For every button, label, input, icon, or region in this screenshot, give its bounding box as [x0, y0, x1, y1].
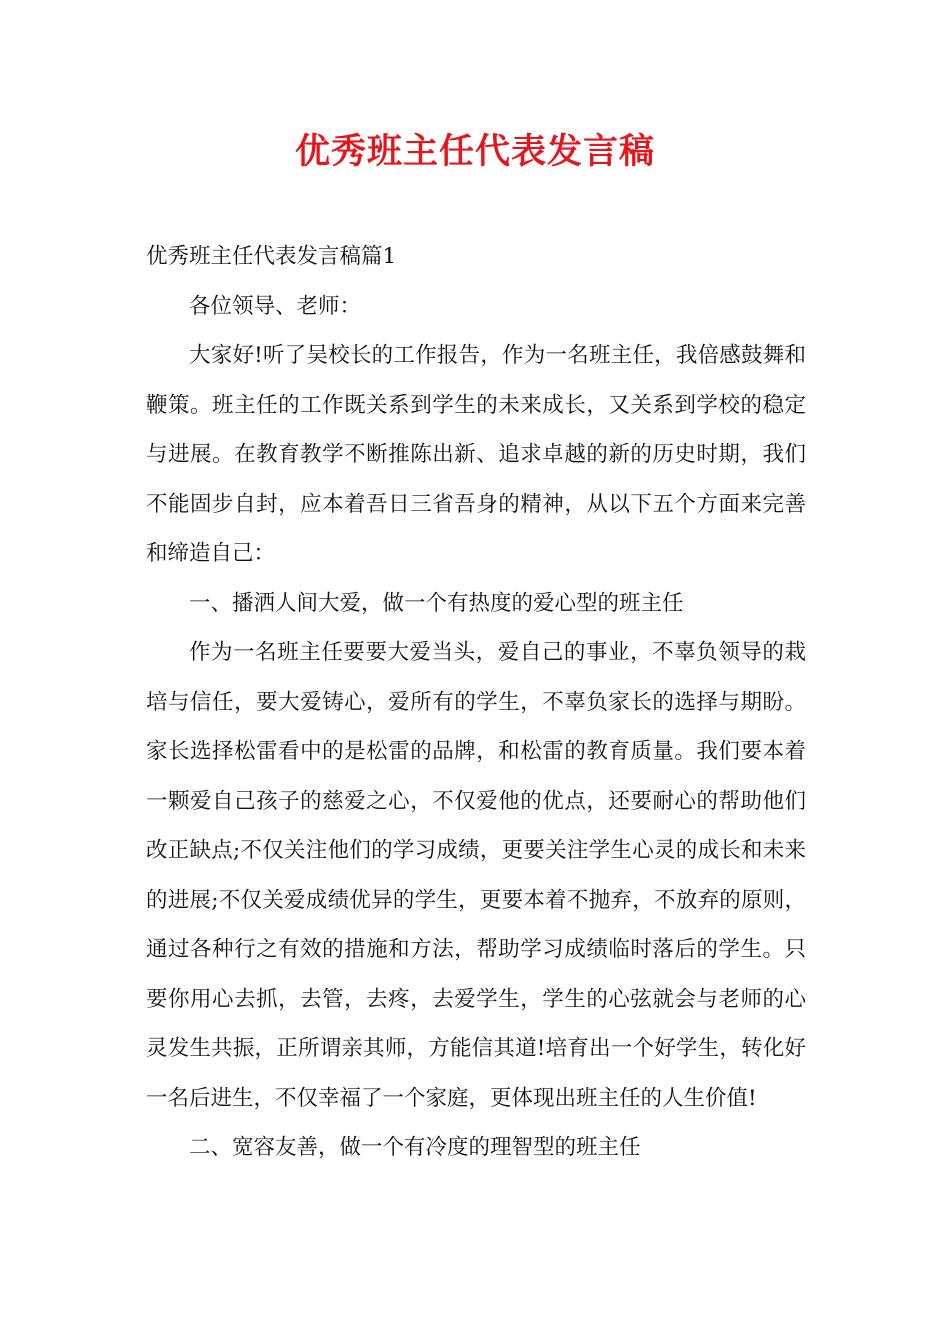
- section-heading: 优秀班主任代表发言稿篇1: [146, 244, 397, 269]
- point-heading-2: 二、宽容友善，做一个有冷度的理智型的班主任: [189, 1135, 641, 1160]
- document-body: [146, 232, 806, 1173]
- point-heading-1: 一、播洒人间大爱，做一个有热度的爱心型的班主任: [189, 590, 684, 616]
- paragraph-intro: 大家好!听了吴校长的工作报告，作为一名班主任，我倍感鼓舞和鞭策。班主任的工作既关系到学生的未来成长，又关系到学校的稳定与进展。在教育教学不断推陈出新、追求卓越的新的历史时期，我们不能固步自封，应本着吾日三省吾身的精神，从以下五个方面来完善和缔造自己：: [146, 343, 806, 566]
- paragraph-point-1: 作为一名班主任要要大爱当头，爱自己的事业，不辜负领导的栽培与信任，要大爱铸心，爱所有的学生，不辜负家长的选择与期盼。家长选择松雷看中的是松雷的品牌，和松雷的教育质量。我们要本着一颗爱自己孩子的慈爱之心，不仅爱他的优点，还要耐心的帮助他们改正缺点;不仅关注他们的学习成绩，更要关注学生心灵的成长和未来的进展;不仅关爱成绩优异的学生，更要本着不抛弃，不放弃的原则，通过各种行之有效的措施和方法，帮助学习成绩临时落后的学生。只要你用心去抓，去管，去疼，去爱学生，学生的心弦就会与老师的心灵发生共振，正所谓亲其师，方能信其道!培育出一个好学生，转化好一名后进生，不仅幸福了一个家庭，更体现出班主任的人生价值!: [146, 640, 806, 1111]
- salutation: 各位领导、老师：: [189, 293, 362, 319]
- document-title: 优秀班主任代表发言稿: [294, 131, 655, 172]
